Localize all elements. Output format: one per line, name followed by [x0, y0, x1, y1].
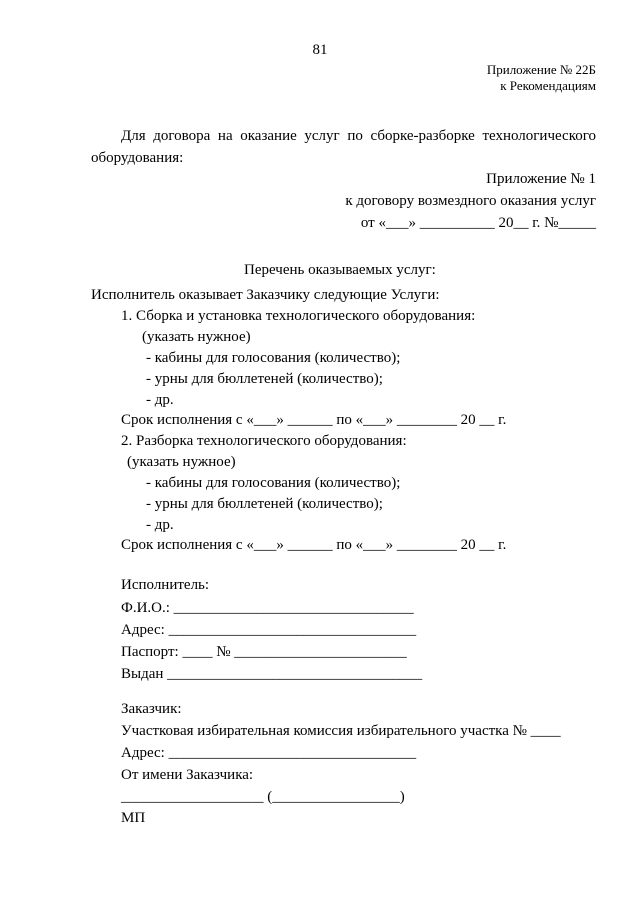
service-2-note: (указать нужное) — [127, 454, 236, 470]
appendix-header-line1: Приложение № 22Б — [486, 62, 596, 77]
service-2-item-2: - урны для бюллетеней (количество); — [146, 496, 383, 512]
executor-issued-field: Выдан __________________________________ — [121, 666, 423, 682]
customer-address-field: Адрес: _________________________________ — [121, 745, 417, 761]
service-2-item-1: - кабины для голосования (количество); — [146, 475, 401, 491]
intro-line1: Для договора на оказание услуг по сборке-разборке технологического — [121, 128, 596, 144]
stamp-placeholder: МП — [121, 810, 146, 826]
intro-line2: оборудования: — [91, 150, 184, 166]
executor-statement: Исполнитель оказывает Заказчику следующие Услуги: — [91, 287, 440, 303]
service-1-heading: 1. Сборка и установка технологического оборудования: — [121, 308, 476, 324]
executor-address-field: Адрес: _________________________________ — [121, 622, 417, 638]
service-1-item-2: - урны для бюллетеней (количество); — [146, 371, 383, 387]
contract-appendix-line3: от «___» __________ 20__ г. №_____ — [360, 215, 596, 231]
contract-appendix-line1: Приложение № 1 — [486, 171, 596, 187]
customer-signature-field: ___________________ (_________________) — [121, 789, 405, 805]
service-1-item-3: - др. — [146, 392, 174, 408]
executor-heading: Исполнитель: — [121, 577, 210, 593]
service-1-deadline: Срок исполнения с «___» ______ по «___» ________ 20 __ г. — [121, 412, 507, 428]
document-title: Перечень оказываемых услуг: — [244, 262, 436, 278]
service-2-item-3: - др. — [146, 517, 174, 533]
customer-commission: Участковая избирательная комиссия избирательного участка № ____ — [121, 723, 561, 739]
customer-on-behalf: От имени Заказчика: — [121, 767, 254, 783]
customer-heading: Заказчик: — [121, 701, 182, 717]
service-1-note: (указать нужное) — [142, 329, 251, 345]
contract-appendix-line2: к договору возмездного оказания услуг — [345, 193, 596, 209]
service-2-heading: 2. Разборка технологического оборудования: — [121, 433, 407, 449]
page-number: 81 — [312, 42, 328, 58]
appendix-header-line2: к Рекомендациям — [500, 78, 596, 93]
service-2-deadline: Срок исполнения с «___» ______ по «___» ________ 20 __ г. — [121, 537, 507, 553]
executor-passport-field: Паспорт: ____ № _______________________ — [121, 644, 407, 660]
service-1-item-1: - кабины для голосования (количество); — [146, 350, 401, 366]
executor-fio-field: Ф.И.О.: ________________________________ — [121, 600, 414, 616]
